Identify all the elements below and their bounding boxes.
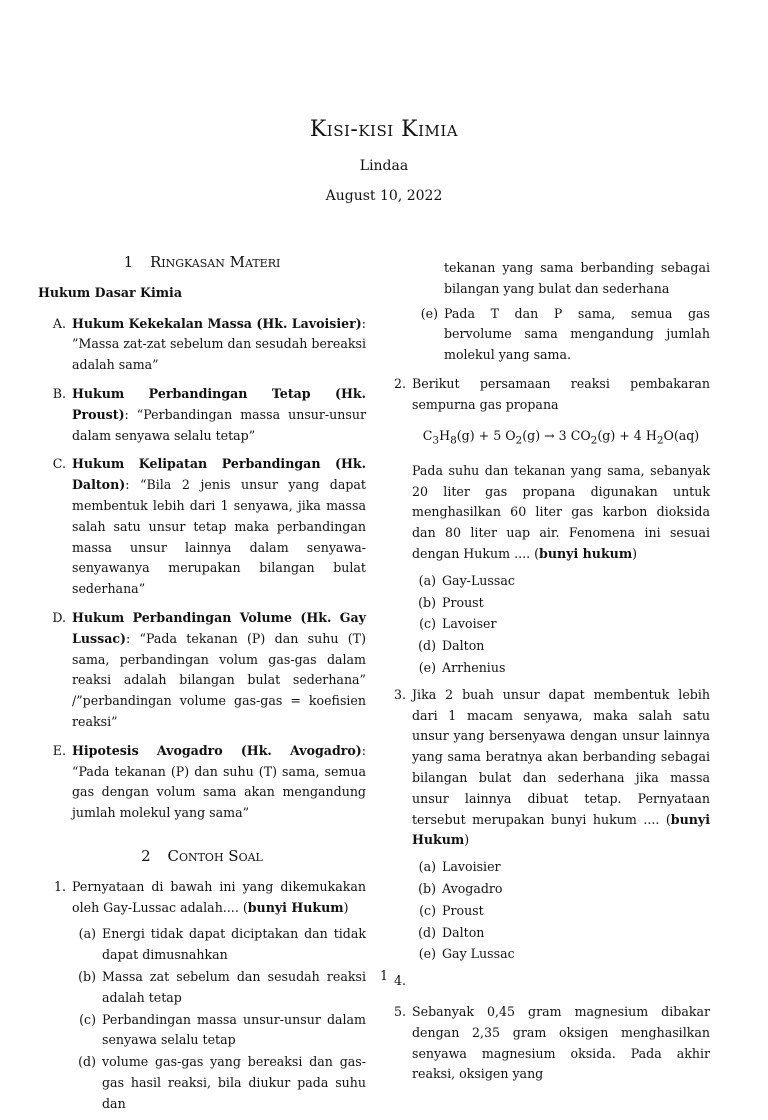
equation-part: O(aq) [663,427,700,443]
option-label: (e) [420,305,438,321]
section-1-heading [38,252,366,273]
answer-option [412,944,710,965]
document-author: Lindaa [359,158,409,174]
option-text: Gay Lussac [442,946,515,962]
equation-part: H [439,427,451,443]
paragraph-heading: Hukum Dasar Kimia [38,284,182,300]
left-column [38,252,366,1120]
question-5 [394,1002,710,1085]
document-date: August 10, 2022 [325,188,443,204]
option-label: (c) [79,1011,96,1027]
law-marker: C. [52,456,66,472]
law-separator: : [361,742,366,758]
law-item-b [38,384,366,446]
equation-part: (g) → 3 CO [522,427,591,443]
question-text-part: Jika 2 buah unsur dapat membentuk lebih dari 1 macam senyawa, maka salah satu unsur yang bersenyawa dengan unsur lainnya yang sama beratnya akan berbanding sebagai bilangan bulat dan sederhana jika massa unsur lainnya dibuat tetap. Pernyataan tersebut merupakan bunyi hukum .... ( [412,686,710,827]
law-name: Hukum Perbandingan Volume (Hk. Gay Lussac) [72,609,366,646]
option-text: volume gas-gas yang bereaksi dan gas-gas hasil reaksi, bila diukur pada suhu dan [102,1054,366,1111]
law-body [72,384,366,446]
page-number: 1 [379,968,388,983]
option-label: (b) [418,594,436,610]
option-label: (c) [419,616,436,632]
document-title: Kisi-kisi Kimia [309,117,459,142]
option-text: Lavoiser [442,616,497,632]
law-name: Hipotesis Avogadro (Hk. Avogadro) [72,742,362,758]
option-text: Lavoisier [442,859,501,875]
option-text: Energi tidak dapat diciptakan dan tidak dapat dimusnahkan [102,926,366,963]
section-1-number: 1 [123,253,134,271]
answer-option [38,1052,366,1114]
equation-subscript: 2 [515,434,523,447]
answer-option [412,636,710,657]
law-body [72,454,366,600]
section-1-title: Ringkasan Materi [149,253,281,271]
law-name: Hukum Kelipatan Perbandingan (Hk. Dalton) [72,456,366,493]
section-2-title: Contoh Soal [167,846,263,865]
law-separator: : [125,477,130,493]
option-label: (e) [418,660,436,676]
question-text: Sebanyak 0,45 gram magnesium dibakar dengan 2,35 gram oksigen menghasilkan senyawa magnesium oksida. Pada akhir reaksi, oksigen yang [412,1004,710,1082]
law-marker: A. [52,315,66,331]
equation-subscript: 2 [590,434,598,447]
answer-option [412,571,710,592]
law-marker: B. [52,385,66,401]
answer-option [412,923,710,944]
question-number: 5. [394,1004,407,1020]
law-text: “Pada tekanan (P) dan suhu (T) sama, semua gas dengan volum sama akan mengandung jumlah molekul yang sama” [72,763,366,821]
answer-option [412,879,710,900]
answer-option [412,857,710,878]
equation-part: C [422,427,433,443]
section-2-heading [38,846,366,867]
question-text: Berikut persamaan reaksi pembakaran sempurna gas propana [412,375,710,412]
law-text: “Bila 2 jenis unsur yang dapat membentuk lebih dari 1 senyawa, jika massa salah satu unsur tetap maka perbandingan massa unsur lainnya dalam senyawa-senyawanya merupakan bilangan bulat sederhana” [72,477,366,597]
option-label: (a) [418,859,436,875]
equation-subscript: 3 [432,434,440,447]
option-label: (a) [418,572,436,588]
option-text: Perbandingan massa unsur-unsur dalam senyawa selalu tetap [102,1011,366,1048]
question-text-part: ) [343,899,349,915]
option-label: (c) [419,902,436,918]
law-text: ”Massa zat-zat sebelum dan sesudah bereaksi adalah sama” [72,336,366,373]
question-text-part: ) [632,546,638,562]
option-text: Avogadro [442,881,503,897]
question-1-options [38,924,366,1114]
answer-option [412,614,710,635]
right-column [394,258,710,1091]
question-number: 3. [394,686,407,702]
question-text [412,685,710,851]
law-name: Hukum Kekekalan Massa (Hk. Lavoisier) [72,315,362,331]
question-bold-hint: bunyi Hukum [412,811,710,848]
question-2-options [394,571,710,679]
equation-subscript: 8 [450,434,457,447]
law-text: “Perbandingan massa unsur-unsur dalam senyawa selalu tetap” [72,406,366,443]
question-text-part: Pada suhu dan tekanan yang sama, sebanyak 20 liter gas propana digunakan untuk menghasilkan 60 liter gas karbon dioksida dan 80 liter uap air. Fenomena ini sesuai dengan Hukum .... ( [412,462,710,562]
question-3 [394,685,710,851]
question-number: 2. [394,375,407,391]
option-text: Dalton [442,924,485,940]
law-item-d [38,608,366,733]
option-label: (a) [78,926,96,942]
question-text [72,877,366,919]
answer-option [412,593,710,614]
answer-option [38,1010,366,1052]
option-label: (d) [418,924,436,940]
law-text: “Pada tekanan (P) dan suhu (T) sama, perbandingan volum gas-gas dalam reaksi adalah bilangan bulat sederhana” /”perbandingan volume gas-gas = koefisien reaksi” [72,630,366,729]
option-label: (b) [78,968,96,984]
equation-part: (g) + 5 O [456,427,516,443]
question-number: 4. [394,973,407,989]
answer-option [38,924,366,966]
option-label: (d) [78,1054,96,1070]
law-separator: : [124,406,129,422]
question-number: 1. [53,878,66,894]
answer-option [412,901,710,922]
question-text-part: ) [464,832,470,848]
option-text: Gay-Lussac [442,572,515,588]
question-1 [38,877,366,919]
law-name: Hukum Perbandingan Tetap (Hk. Proust) [72,385,366,422]
option-text: Proust [442,594,484,610]
option-text: Proust [442,902,484,918]
question-bold-hint: bunyi hukum [539,546,633,562]
question-bold-hint: bunyi Hukum [247,899,344,915]
question-text-part: Pernyataan di bawah ini yang dikemukakan oleh Gay-Lussac adalah.... ( [72,878,366,915]
option-text: Pada T dan P sama, semua gas bervolume sama mengandung jumlah molekul yang sama. [444,305,710,363]
option-text: Arrhenius [442,660,506,676]
law-marker: D. [52,609,66,625]
law-item-e [38,741,366,824]
law-body [72,608,366,733]
equation-subscript: 2 [656,434,664,447]
option-text: Dalton [442,638,485,654]
chemical-equation [394,426,710,451]
option-label: (e) [418,946,436,962]
option-d-continued: tekanan yang sama berbanding sebagai bilangan yang bulat dan sederhana [444,260,710,296]
law-marker: E. [52,742,66,758]
option-label: (d) [418,638,436,654]
equation-part: (g) + 4 H [597,427,657,443]
law-separator: : [125,630,131,646]
section-2-number: 2 [141,846,151,865]
law-item-c [38,454,366,600]
question-2 [394,374,710,416]
law-body [72,314,366,376]
law-body [72,741,366,824]
answer-option [414,304,710,366]
question-1-continued [394,258,710,366]
law-item-a [38,314,366,376]
answer-option [412,658,710,679]
option-text: Massa zat sebelum dan sesudah reaksi adalah tetap [102,968,366,1005]
law-separator: : [361,315,366,331]
option-label: (b) [418,881,436,897]
question-3-options [394,857,710,965]
question-2-context [394,461,710,565]
